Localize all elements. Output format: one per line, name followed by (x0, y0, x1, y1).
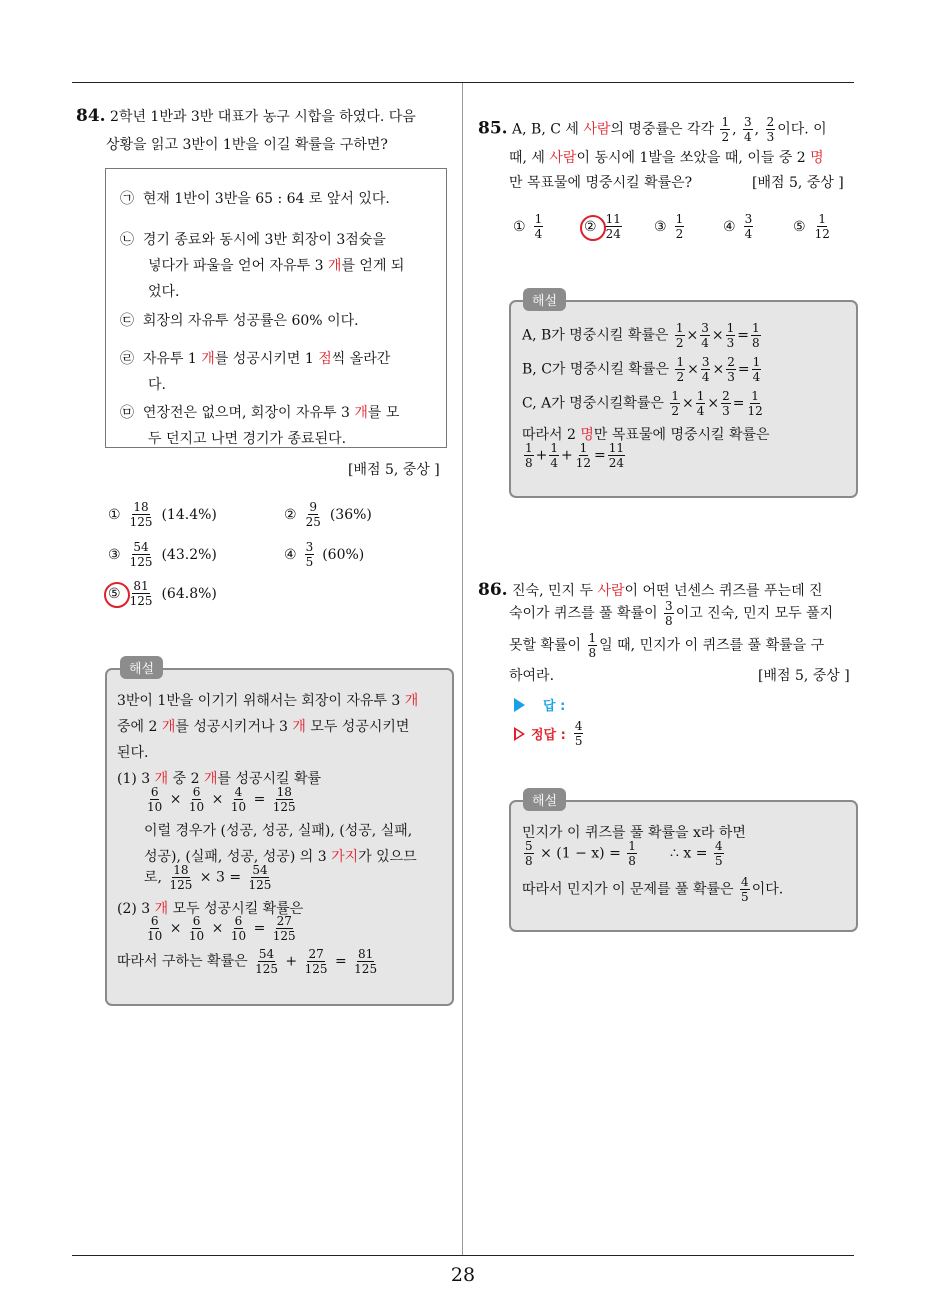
numerator: 54 (133, 540, 149, 554)
q85-option-1[interactable] (513, 213, 545, 240)
denominator: 12 (814, 227, 830, 241)
option-fraction (814, 213, 831, 240)
stem-text: 못할 확률이 (509, 637, 582, 654)
stem-text: 이고 진숙, 민지 모두 풀지 (675, 605, 834, 622)
numerator: 81 (133, 579, 149, 593)
sol-text: 이다. (751, 881, 784, 898)
q84-option-4[interactable] (284, 541, 364, 568)
q84-sol-line2 (117, 716, 409, 736)
sol-text: 모두 성공시키면 (305, 719, 410, 735)
option-percent: (43.2%) (161, 546, 217, 563)
denominator: 5 (305, 555, 314, 569)
stem-text: 이 어떤 넌센스 퀴즈를 푸는데 진 (624, 583, 823, 599)
option-mark: ⑤ (793, 218, 806, 235)
q86-stem-line4: 하여라. (509, 668, 555, 684)
sol-text: 로, (144, 869, 162, 886)
option-fraction (305, 541, 315, 568)
denominator: 125 (129, 515, 153, 529)
sol-text: 3반이 1반을 이기기 위해서는 회장이 자유투 3 (117, 693, 405, 709)
option-mark: ③ (654, 218, 667, 235)
numerator: 1 (675, 212, 684, 226)
q84-option-2[interactable] (284, 501, 372, 528)
sol-text: 따라서 구하는 확률은 (117, 953, 248, 970)
stem-text: A, B, C 세 (512, 121, 584, 138)
highlight-word: 개 (354, 405, 368, 421)
q85-option-5[interactable] (793, 213, 833, 240)
highlight-word: 개 (327, 258, 342, 274)
numerator: 3 (305, 540, 314, 554)
q84-sol-line3: 된다. (117, 745, 149, 761)
sol-text: 를 성공시킬 확률 (217, 771, 322, 787)
q86-sol-line1: 민지가 이 퀴즈를 풀 확률을 x라 하면 (522, 825, 746, 841)
option-percent: (14.4%) (161, 506, 217, 523)
cond-text: 자유투 1 (142, 351, 202, 367)
sol-text: 따라서 민지가 이 문제를 풀 확률은 (522, 881, 734, 898)
numerator: 18 (133, 500, 149, 514)
cond-text: 를 성공시키면 1 (214, 351, 319, 367)
q86-solution-tag: 해설 (523, 788, 566, 811)
q84-sol-line1 (117, 690, 418, 710)
numerator: 9 (309, 500, 318, 514)
sol-text: A, B가 명중시킬 확률은 (522, 327, 669, 344)
q85-option-3[interactable] (654, 213, 686, 240)
stem-text: 숙이가 퀴즈를 풀 확률이 (509, 605, 658, 622)
cond-mark: ㉣ (120, 351, 134, 367)
q85-option-2-selected[interactable] (584, 213, 624, 240)
highlight-word: 사람 (583, 121, 611, 138)
q85-stem-line1: 85. A, B, C 세 사람의 명중률은 각각 $\frac{1}{2}$ , $\frac{3}{4}$ , $\frac{2}{3}$ 이다. 이 (478, 115, 827, 144)
correct-answer-fraction (574, 720, 584, 747)
numerator: 1 (818, 212, 827, 226)
page-number: 28 (450, 1264, 476, 1286)
q85-option-4[interactable] (723, 213, 755, 240)
denominator: 125 (129, 555, 153, 569)
cond-text: 를 얻게 되 (341, 258, 405, 274)
q85-sol-line5: $\frac{1}{8}$ + $\frac{1}{4}$ + $\frac{1}{12}$ = $\frac{11}{24}$ (525, 441, 625, 470)
q84-formula-1: $\frac{6}{10}$ × $\frac{6}{10}$ × $\frac{4}{10}$ = $\frac{18}{125}$ (147, 785, 296, 814)
option-mark: ① (108, 506, 121, 523)
denominator: 24 (605, 227, 621, 241)
sol-text: 성공), (실패, 성공, 성공) 의 3 (144, 849, 332, 865)
q84-cond2-line2 (148, 255, 404, 275)
stem-text: 의 명중률은 각각 (610, 121, 715, 138)
denominator: 4 (744, 227, 753, 241)
q84-cond2 (120, 229, 386, 249)
denominator: 2 (675, 227, 684, 241)
stem-text: 이다. 이 (777, 121, 827, 138)
sol-text: B, C가 명중시킬 확률은 (522, 361, 669, 378)
q84-cond3 (120, 310, 359, 330)
highlight-word: 점 (318, 351, 332, 367)
cond-text: 씩 올라간 (331, 351, 391, 367)
q85-sol-line3: C, A가 명중시킬확률은 $\frac{1}{2}$ × $\frac{1}{4}$ × $\frac{2}{3}$ = $\frac{1}{12}$ (522, 389, 763, 418)
cond-text: 연장전은 없으며, 회장이 자유투 3 (142, 405, 355, 421)
denominator: 25 (305, 515, 321, 529)
option-fraction (534, 213, 544, 240)
stem-text: 일 때, 민지가 이 퀴즈를 풀 확률을 구 (599, 637, 825, 654)
option-fraction (305, 501, 322, 528)
option-mark: ④ (284, 546, 297, 563)
sol-text: 가 있으므 (358, 849, 417, 865)
q84-cond5 (120, 402, 399, 422)
answer-circle-mark: ② (584, 218, 597, 235)
cond-mark: ㉤ (120, 405, 134, 421)
q85-sol-line2: B, C가 명중시킬 확률은 $\frac{1}{2}$ × $\frac{3}{4}$ × $\frac{2}{3}$ = $\frac{1}{4}$ (522, 355, 761, 384)
q84-stem-line2: 상황을 읽고 3반이 1반을 이길 확률을 구하면? (106, 137, 388, 153)
denominator: 5 (574, 734, 583, 748)
sol-text: 중 2 (168, 771, 204, 787)
q86-answer-row (514, 695, 565, 714)
q84-number: 84. (76, 106, 106, 126)
answer-circle-mark: ⑤ (108, 585, 121, 602)
option-mark: ① (513, 218, 526, 235)
sol-text: C, A가 명중시킬확률은 (522, 395, 664, 412)
q86-correct-row (514, 720, 585, 747)
q86-number: 86. (478, 580, 508, 600)
highlight-word: 개 (203, 771, 218, 787)
q85-solution-tag: 해설 (523, 288, 566, 311)
highlight-word: 명 (810, 150, 824, 166)
numerator: 4 (574, 719, 583, 733)
q85-sol-line1: A, B가 명중시킬 확률은 $\frac{1}{2}$ × $\frac{3}{4}$ × $\frac{1}{3}$ = $\frac{1}{8}$ (522, 321, 760, 350)
q85-score: [배점 5, 중상 ] (752, 175, 844, 191)
cond-mark: ㉢ (120, 313, 134, 329)
top-rule (72, 82, 854, 83)
sol-text: 모두 성공시킬 확률은 (168, 901, 304, 917)
cond-text: 현재 1반이 3반을 65 : 64 로 앞서 있다. (142, 191, 390, 207)
q86-score: [배점 5, 중상 ] (758, 668, 850, 684)
q86-stem-line1 (478, 580, 823, 600)
q84-sol-line11: 따라서 구하는 확률은 $\frac{54}{125}$ + $\frac{27}{125}$ = $\frac{81}{125}$ (117, 947, 378, 976)
option-fraction (129, 541, 154, 568)
bottom-rule (72, 1255, 854, 1256)
correct-answer-label: 정답 : (531, 728, 566, 743)
cond-text: 경기 종료와 동시에 3반 회장이 3점슛을 (142, 232, 386, 248)
cond-text: 를 모 (367, 405, 400, 421)
q84-sol-line8: 로, $\frac{18}{125}$ × 3 = $\frac{54}{125}$ (144, 863, 272, 892)
numerator: 1 (534, 212, 543, 226)
highlight-word: 사람 (549, 150, 577, 166)
stem-text: 진숙, 민지 두 (512, 583, 598, 599)
highlight-word: 개 (154, 771, 169, 787)
highlight-word: 가지 (331, 849, 359, 865)
column-divider (462, 83, 463, 1255)
numerator: 3 (744, 212, 753, 226)
q84-solution-tag: 해설 (120, 656, 163, 679)
answer-label: 답 : (543, 699, 566, 714)
q84-cond1 (120, 188, 390, 208)
highlight-word: 명 (580, 427, 594, 443)
highlight-word: 사람 (597, 583, 625, 599)
q85-sol-line4 (522, 424, 770, 444)
q86-stem-line3: 못할 확률이 $\frac{1}{8}$ 일 때, 민지가 이 퀴즈를 풀 확률을 구 (509, 631, 825, 660)
q86-sol-line2: $\frac{5}{8}$ × (1 − x) = $\frac{1}{8}$ ∴ x = $\frac{4}{5}$ (525, 839, 723, 868)
q84-cond4-line2: 다. (148, 377, 166, 393)
play-arrow-icon (514, 698, 525, 712)
option-percent: (64.8%) (161, 585, 217, 602)
q85-stem-line3: 만 목표물에 명중시킬 확률은? (509, 175, 693, 191)
option-mark: ④ (723, 218, 736, 235)
option-mark: ② (284, 506, 297, 523)
cond-text: 넣다가 파울을 얻어 자유투 3 (148, 258, 328, 274)
sol-text: (1) 3 (117, 771, 155, 787)
q84-cond2-line3: 었다. (148, 284, 180, 300)
sol-text: 따라서 2 (522, 427, 581, 443)
q84-stem-text1: 2학년 1반과 3반 대표가 농구 시합을 하였다. 다음 (110, 109, 416, 125)
q84-option-1[interactable] (108, 501, 217, 528)
option-fraction (744, 213, 754, 240)
option-fraction (605, 213, 622, 240)
sol-text: (2) 3 (117, 901, 155, 917)
option-fraction (129, 501, 154, 528)
q85-stem-line2 (509, 147, 824, 167)
sol-text: 만 목표물에 명중시킬 확률은 (593, 427, 770, 443)
stem-text: 이 동시에 1발을 쏘았을 때, 이들 중 2 (576, 150, 811, 166)
cond-mark: ㉠ (120, 191, 134, 207)
q84-sol-line6: 이럴 경우가 (성공, 성공, 실패), (성공, 실패, (144, 823, 413, 839)
q84-score: [배점 5, 중상 ] (348, 462, 440, 478)
option-percent: (60%) (322, 546, 365, 563)
option-fraction (129, 580, 154, 607)
option-mark: ③ (108, 546, 121, 563)
highlight-word: 개 (404, 693, 419, 709)
q84-option-3[interactable] (108, 541, 217, 568)
q84-option-5-selected[interactable] (108, 580, 217, 607)
denominator: 125 (129, 594, 153, 608)
highlight-word: 개 (161, 719, 176, 735)
highlight-word: 개 (292, 719, 306, 735)
sol-text: 를 성공시키거나 3 (175, 719, 293, 735)
sol-text: 중에 2 (117, 719, 162, 735)
numerator: 11 (605, 212, 621, 226)
option-percent: (36%) (329, 506, 372, 523)
q86-sol-line3: 따라서 민지가 이 문제를 풀 확률은 $\frac{4}{5}$ 이다. (522, 875, 784, 904)
q84-cond5-line2: 두 던지고 나면 경기가 종료된다. (148, 431, 347, 447)
option-fraction (675, 213, 685, 240)
q84-cond4 (120, 348, 390, 368)
stem-text: 때, 세 (509, 150, 550, 166)
cond-mark: ㉡ (120, 232, 134, 248)
q85-number: 85. (478, 118, 508, 139)
outline-arrow-icon (514, 727, 525, 741)
q86-stem-line2: 숙이가 퀴즈를 풀 확률이 $\frac{3}{8}$ 이고 진숙, 민지 모두 풀지 (509, 599, 834, 628)
highlight-word: 개 (154, 901, 169, 917)
denominator: 4 (534, 227, 543, 241)
highlight-word: 개 (201, 351, 215, 367)
q84-formula-2: $\frac{6}{10}$ × $\frac{6}{10}$ × $\frac{6}{10}$ = $\frac{27}{125}$ (147, 914, 296, 943)
q84-stem-line1 (76, 106, 416, 126)
cond-text: 회장의 자유투 성공률은 60% 이다. (142, 313, 359, 329)
